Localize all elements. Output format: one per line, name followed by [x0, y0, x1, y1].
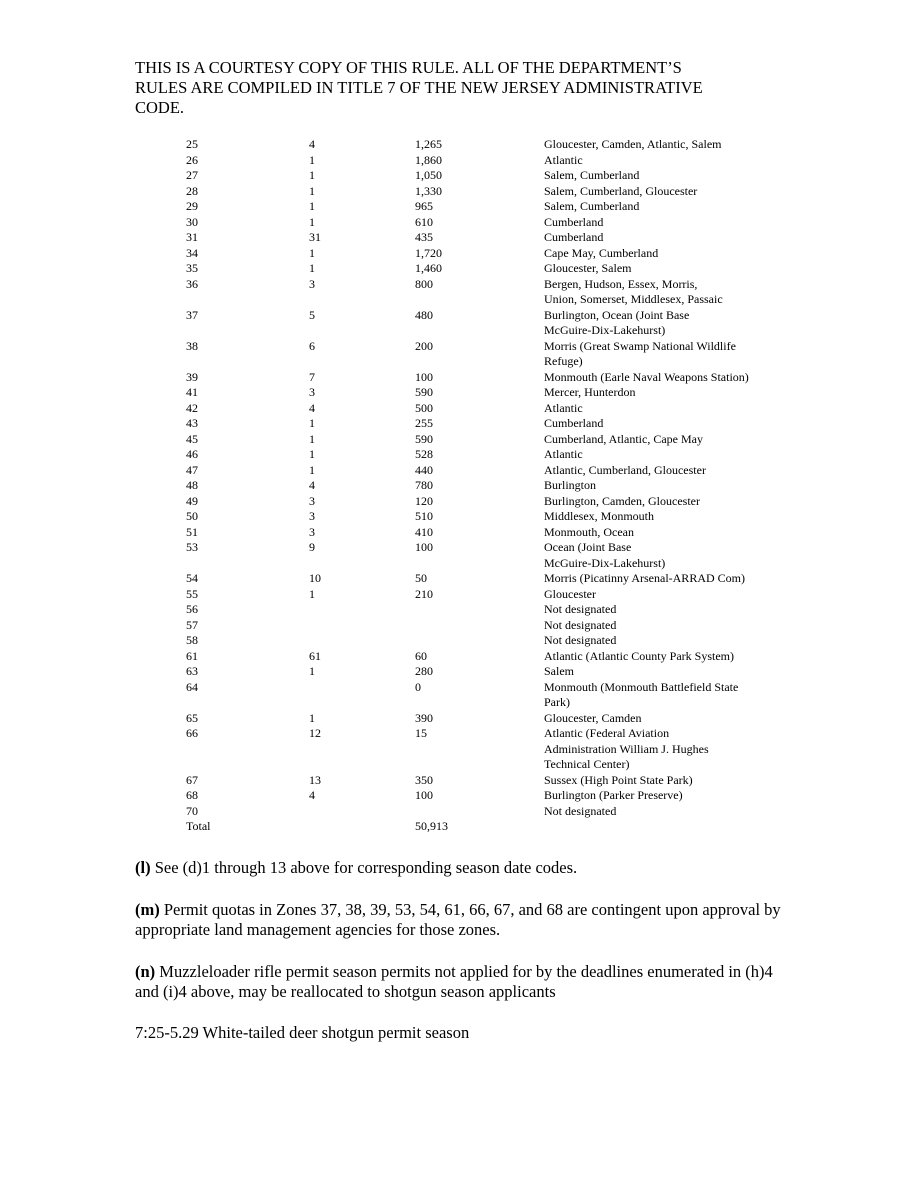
county-line: Salem, Cumberland — [544, 199, 640, 213]
zone-cell: 67 — [186, 772, 198, 787]
zone-cell: 42 — [186, 400, 198, 415]
county-cell — [544, 261, 794, 277]
permit-quota-cell — [415, 602, 544, 618]
zone-cell: 41 — [186, 385, 198, 399]
season-code-cell: 9 — [309, 540, 315, 554]
county-cell — [544, 525, 794, 541]
table-row — [186, 509, 794, 525]
zone-cell: 47 — [186, 462, 198, 477]
season-code-cell: 1 — [309, 447, 315, 461]
county-line: Atlantic (Atlantic County Park System) — [544, 648, 734, 663]
county-line: Sussex (High Point State Park) — [544, 772, 693, 787]
zone-cell: 64 — [186, 679, 198, 694]
zone-cell: 50 — [186, 509, 198, 523]
zone-cell: 57 — [186, 617, 198, 632]
zone-cell: 48 — [186, 478, 198, 492]
county-line: Monmouth, Ocean — [544, 524, 634, 539]
county-line: McGuire-Dix-Lakehurst) — [544, 555, 666, 570]
county-line: Monmouth (Earle Naval Weapons Station) — [544, 369, 749, 384]
permit-quota-cell — [415, 618, 544, 634]
table-row — [186, 711, 794, 727]
season-code-cell — [309, 602, 415, 618]
zone-cell: 49 — [186, 493, 198, 508]
permit-quota-cell: 1,460 — [415, 261, 442, 275]
table-row — [186, 137, 794, 153]
permit-quota-cell: 390 — [415, 710, 433, 725]
permit-quota-cell: 1,720 — [415, 245, 442, 260]
table-row — [186, 478, 794, 494]
zone-cell: 37 — [186, 307, 198, 322]
county-line: Gloucester, Camden — [544, 710, 642, 725]
permit-quota-cell: 965 — [415, 199, 433, 213]
county-line: McGuire-Dix-Lakehurst) — [544, 323, 666, 337]
county-cell — [544, 199, 794, 215]
zone-cell: Total — [186, 819, 211, 833]
county-line: Cumberland, Atlantic, Cape May — [544, 431, 703, 446]
section-heading: 7:25-5.29 White-tailed deer shotgun permit season — [135, 1023, 470, 1042]
permit-quota-cell: 1,265 — [415, 137, 442, 151]
season-code-cell: 1 — [309, 199, 315, 213]
county-line: Morris (Great Swamp National Wildlife — [544, 338, 736, 353]
season-code-cell — [309, 680, 415, 711]
paragraph-label: (l) — [135, 858, 151, 877]
zone-cell: 30 — [186, 214, 198, 229]
county-cell — [544, 168, 794, 184]
permit-quota-cell: 60 — [415, 648, 427, 663]
paragraph-n — [135, 962, 795, 1002]
county-line: Cumberland — [544, 230, 604, 244]
county-cell — [544, 463, 794, 479]
table-row — [186, 680, 794, 711]
county-cell — [544, 587, 794, 603]
county-cell — [544, 571, 794, 587]
table-row — [186, 773, 794, 789]
permit-quota-cell: 200 — [415, 338, 433, 353]
permit-quota-cell — [415, 804, 544, 820]
county-cell — [544, 649, 794, 665]
county-line: Not designated — [544, 803, 617, 818]
table-row — [186, 571, 794, 587]
county-line: Burlington — [544, 478, 597, 492]
county-line: Cape May, Cumberland — [544, 245, 659, 260]
county-line: Middlesex, Monmouth — [544, 509, 654, 523]
zone-cell: 45 — [186, 431, 198, 446]
county-cell — [544, 308, 794, 339]
zone-cell: 28 — [186, 183, 198, 198]
permit-quota-cell: 610 — [415, 214, 433, 229]
county-cell — [544, 773, 794, 789]
permit-quota-cell: 528 — [415, 447, 433, 461]
season-code-cell: 12 — [309, 726, 321, 740]
county-line: Refuge) — [544, 354, 583, 368]
zone-cell: 61 — [186, 648, 198, 663]
table-row — [186, 540, 794, 571]
table-row — [186, 447, 794, 463]
zone-cell: 55 — [186, 586, 198, 601]
county-cell — [544, 804, 794, 820]
zone-cell: 36 — [186, 276, 198, 291]
county-cell — [544, 788, 794, 804]
table-row — [186, 416, 794, 432]
county-line: Cumberland — [544, 214, 604, 229]
table-row — [186, 788, 794, 804]
season-code-cell: 4 — [309, 137, 315, 151]
table-row — [186, 370, 794, 386]
county-cell — [544, 230, 794, 246]
county-cell — [544, 494, 794, 510]
table-row — [186, 153, 794, 169]
county-line: Monmouth (Monmouth Battlefield State — [544, 679, 739, 694]
zone-cell: 38 — [186, 338, 198, 353]
county-cell — [544, 370, 794, 386]
paragraph-text: Muzzleloader rifle permit season permits not applied for by the deadlines enumerated in (h)4 and (i)4 above, may be reallocated to shotgun season applicants — [135, 962, 773, 1001]
county-line: Not designated — [544, 633, 617, 647]
season-code-cell: 1 — [309, 431, 315, 446]
season-code-cell — [309, 633, 415, 649]
table-row — [186, 184, 794, 200]
county-cell — [544, 385, 794, 401]
permit-quota-cell: 255 — [415, 416, 433, 430]
permit-quota-cell: 100 — [415, 788, 433, 802]
permit-quota-cell: 120 — [415, 493, 433, 508]
county-line: Not designated — [544, 617, 617, 632]
season-code-cell: 3 — [309, 509, 315, 523]
zone-cell: 53 — [186, 540, 198, 554]
zone-cell: 35 — [186, 261, 198, 275]
permit-quota-cell: 100 — [415, 540, 433, 554]
table-row — [186, 339, 794, 370]
season-code-cell: 1 — [309, 245, 315, 260]
permit-quota-cell: 780 — [415, 478, 433, 492]
season-code-cell: 31 — [309, 230, 321, 244]
paragraph-label: (m) — [135, 900, 160, 919]
county-cell — [544, 633, 794, 649]
season-code-cell: 10 — [309, 571, 321, 585]
permit-quota-cell: 100 — [415, 369, 433, 384]
table-row — [186, 804, 794, 820]
county-cell — [544, 602, 794, 618]
county-line: Technical Center) — [544, 757, 630, 771]
county-line: Mercer, Hunterdon — [544, 385, 636, 399]
season-code-cell: 7 — [309, 369, 315, 384]
county-line: Atlantic, Cumberland, Gloucester — [544, 462, 706, 477]
season-code-cell: 3 — [309, 385, 315, 399]
zone-cell: 46 — [186, 447, 198, 461]
deer-zone-permit-table — [186, 137, 794, 835]
county-line: Bergen, Hudson, Essex, Morris, — [544, 276, 698, 291]
permit-quota-cell: 500 — [415, 400, 433, 415]
courtesy-copy-header — [135, 58, 795, 118]
season-code-cell: 1 — [309, 152, 315, 167]
county-line: Union, Somerset, Middlesex, Passaic — [544, 292, 723, 306]
header-line: THIS IS A COURTESY COPY OF THIS RULE. ALL OF THE DEPARTMENT’S — [135, 58, 682, 77]
table-row — [186, 246, 794, 262]
county-line: Atlantic — [544, 152, 583, 167]
table-row — [186, 618, 794, 634]
table-row — [186, 819, 794, 835]
table-row — [186, 230, 794, 246]
county-line: Gloucester — [544, 586, 596, 601]
county-line: Burlington (Parker Preserve) — [544, 788, 683, 802]
county-cell — [544, 416, 794, 432]
county-cell — [544, 447, 794, 463]
permit-quota-cell — [415, 633, 544, 649]
county-line: Burlington, Ocean (Joint Base — [544, 307, 690, 322]
county-cell — [544, 680, 794, 711]
season-code-cell: 13 — [309, 772, 321, 787]
permit-quota-cell: 410 — [415, 524, 433, 539]
county-line: Not designated — [544, 602, 617, 616]
zone-cell: 31 — [186, 230, 198, 244]
season-code-cell — [309, 618, 415, 634]
season-code-cell: 1 — [309, 261, 315, 275]
season-code-cell: 1 — [309, 710, 315, 725]
table-row — [186, 633, 794, 649]
season-code-cell: 1 — [309, 462, 315, 477]
county-line: Salem, Cumberland — [544, 168, 640, 182]
season-code-cell: 3 — [309, 493, 315, 508]
zone-cell: 54 — [186, 571, 198, 585]
header-line: CODE. — [135, 98, 185, 117]
table-row — [186, 308, 794, 339]
table-row — [186, 602, 794, 618]
county-cell — [544, 540, 794, 571]
table-row — [186, 277, 794, 308]
county-cell — [544, 726, 794, 773]
season-code-cell: 4 — [309, 788, 315, 802]
season-code-cell: 4 — [309, 400, 315, 415]
table-row — [186, 525, 794, 541]
zone-cell: 43 — [186, 416, 198, 430]
season-code-cell: 1 — [309, 664, 315, 678]
permit-quota-cell: 350 — [415, 772, 433, 787]
table-row — [186, 649, 794, 665]
season-code-cell — [309, 804, 415, 820]
county-line: Morris (Picatinny Arsenal-ARRAD Com) — [544, 571, 745, 585]
county-cell — [544, 819, 794, 835]
zone-cell: 26 — [186, 152, 198, 167]
season-code-cell: 3 — [309, 276, 315, 291]
zone-cell: 34 — [186, 245, 198, 260]
table-row — [186, 432, 794, 448]
county-line: Atlantic (Federal Aviation — [544, 726, 670, 740]
table-row — [186, 261, 794, 277]
county-cell — [544, 153, 794, 169]
table-row — [186, 215, 794, 231]
permit-quota-cell: 1,330 — [415, 183, 442, 198]
zone-cell: 51 — [186, 524, 198, 539]
season-code-cell: 1 — [309, 416, 315, 430]
county-cell — [544, 401, 794, 417]
table-row — [186, 726, 794, 773]
county-line: Gloucester, Salem — [544, 261, 632, 275]
zone-cell: 63 — [186, 664, 198, 678]
paragraph-l — [135, 858, 795, 878]
permit-quota-cell: 280 — [415, 664, 433, 678]
zone-cell: 39 — [186, 369, 198, 384]
paragraph-m — [135, 900, 795, 940]
county-line: Salem, Cumberland, Gloucester — [544, 183, 698, 198]
county-cell — [544, 246, 794, 262]
permit-quota-cell: 1,860 — [415, 152, 442, 167]
table-row — [186, 587, 794, 603]
table-row — [186, 463, 794, 479]
county-cell — [544, 618, 794, 634]
season-code-cell: 4 — [309, 478, 315, 492]
county-cell — [544, 215, 794, 231]
season-code-cell: 1 — [309, 168, 315, 182]
permit-quota-cell: 50 — [415, 571, 427, 585]
county-line: Salem — [544, 664, 574, 678]
permit-quota-cell: 435 — [415, 230, 433, 244]
permit-quota-cell: 1,050 — [415, 168, 442, 182]
season-code-cell: 61 — [309, 648, 321, 663]
permit-quota-cell: 510 — [415, 509, 433, 523]
permit-quota-cell: 210 — [415, 586, 433, 601]
header-line: RULES ARE COMPILED IN TITLE 7 OF THE NEW JERSEY ADMINISTRATIVE — [135, 78, 703, 97]
season-code-cell — [309, 819, 415, 835]
permit-quota-cell: 0 — [415, 679, 421, 694]
permit-quota-cell: 480 — [415, 307, 433, 322]
table-row — [186, 664, 794, 680]
zone-cell: 25 — [186, 137, 198, 151]
table-row — [186, 199, 794, 215]
zone-cell: 27 — [186, 168, 198, 182]
county-line: Gloucester, Camden, Atlantic, Salem — [544, 137, 722, 151]
table-row — [186, 385, 794, 401]
zone-cell: 29 — [186, 199, 198, 213]
season-code-cell: 6 — [309, 338, 315, 353]
county-cell — [544, 478, 794, 494]
permit-quota-cell: 590 — [415, 431, 433, 446]
county-cell — [544, 432, 794, 448]
permit-quota-cell: 50,913 — [415, 819, 448, 833]
zone-cell: 68 — [186, 788, 198, 802]
county-line: Administration William J. Hughes — [544, 741, 709, 756]
permit-quota-cell: 440 — [415, 462, 433, 477]
county-cell — [544, 277, 794, 308]
season-code-cell: 1 — [309, 183, 315, 198]
permit-quota-cell: 800 — [415, 276, 433, 291]
county-cell — [544, 509, 794, 525]
permit-quota-cell: 15 — [415, 726, 427, 740]
season-code-cell: 1 — [309, 586, 315, 601]
paragraph-label: (n) — [135, 962, 156, 981]
county-line: Cumberland — [544, 416, 604, 430]
county-line: Burlington, Camden, Gloucester — [544, 493, 700, 508]
county-line: Park) — [544, 695, 570, 709]
county-line: Atlantic — [544, 447, 583, 461]
permit-quota-cell: 590 — [415, 385, 433, 399]
zone-cell: 58 — [186, 633, 198, 647]
paragraph-text: Permit quotas in Zones 37, 38, 39, 53, 54, 61, 66, 67, and 68 are contingent upon approval by appropriate land management agencies for those zones. — [135, 900, 781, 939]
table-row — [186, 168, 794, 184]
county-cell — [544, 711, 794, 727]
county-line: Atlantic — [544, 400, 583, 415]
season-code-cell: 1 — [309, 214, 315, 229]
county-line: Ocean (Joint Base — [544, 540, 632, 554]
zone-cell: 66 — [186, 726, 198, 740]
zone-cell: 56 — [186, 602, 198, 616]
zone-cell: 70 — [186, 803, 198, 818]
table-row — [186, 494, 794, 510]
paragraph-text: See (d)1 through 13 above for corresponding season date codes. — [150, 858, 578, 877]
season-code-cell: 5 — [309, 307, 315, 322]
county-cell — [544, 184, 794, 200]
county-cell — [544, 137, 794, 153]
county-cell — [544, 339, 794, 370]
county-cell — [544, 664, 794, 680]
table-row — [186, 401, 794, 417]
zone-cell: 65 — [186, 710, 198, 725]
season-code-cell: 3 — [309, 524, 315, 539]
